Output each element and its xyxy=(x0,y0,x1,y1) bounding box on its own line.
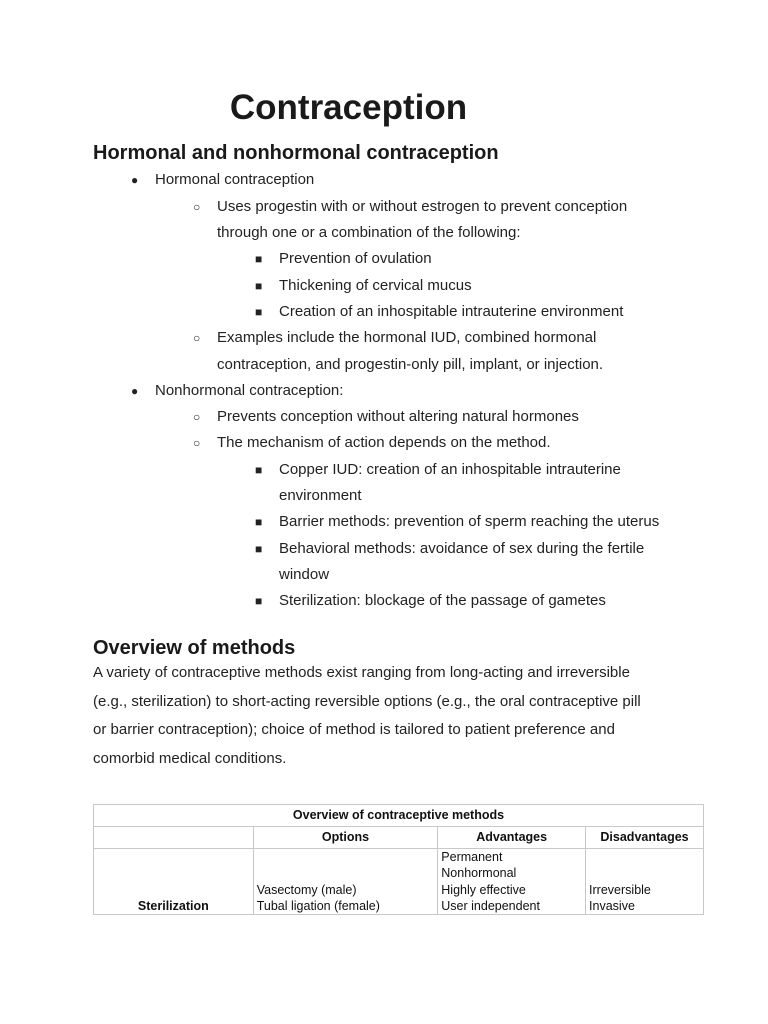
paragraph-line: (e.g., sterilization) to short-acting reversible options (e.g., the oral contraceptive pill xyxy=(93,693,641,710)
table-caption-row xyxy=(94,805,704,827)
table-header-row xyxy=(94,827,704,849)
bullet-disc-icon: ● xyxy=(131,173,139,187)
paragraph-line: A variety of contraceptive methods exist ranging from long-acting and irreversible xyxy=(93,664,630,681)
bullet-square-icon: ■ xyxy=(255,594,263,608)
list-item-copper-iud: Copper IUD: creation of an inhospitable intrauterine xyxy=(279,461,621,478)
row-label-sterilization xyxy=(94,849,254,915)
paragraph-line: comorbid medical conditions. xyxy=(93,750,287,767)
bullet-circle-icon: ○ xyxy=(193,200,201,214)
list-item-hormonal: Hormonal contraception xyxy=(155,171,315,188)
list-item-barrier: Barrier methods: prevention of sperm reaching the uterus xyxy=(279,513,660,530)
list-item-mechanism-method: The mechanism of action depends on the method. xyxy=(217,434,551,451)
list-item-ovulation: Prevention of ovulation xyxy=(279,250,432,267)
header-advantages: Advantages xyxy=(438,827,586,849)
methods-table xyxy=(93,804,704,915)
disadvantage-item: Invasive xyxy=(589,898,635,913)
list-item-intrauterine: Creation of an inhospitable intrauterine environment xyxy=(279,303,624,320)
section-heading-hormonal: Hormonal and nonhormonal contraception xyxy=(93,142,499,164)
cell-options xyxy=(253,849,438,915)
bullet-square-icon: ■ xyxy=(255,305,263,319)
bullet-square-icon: ■ xyxy=(255,252,263,266)
list-item-mechanism-cont: through one or a combination of the following: xyxy=(217,224,521,241)
advantage-item: User independent xyxy=(441,898,540,913)
paragraph-line: or barrier contraception); choice of method is tailored to patient preference and xyxy=(93,721,615,738)
header-empty xyxy=(94,827,254,849)
section-heading-overview: Overview of methods xyxy=(93,637,296,659)
bullet-square-icon: ■ xyxy=(255,279,263,293)
bullet-circle-icon: ○ xyxy=(193,331,201,345)
advantage-item: Nonhormonal xyxy=(441,866,517,881)
advantage-item: Highly effective xyxy=(441,882,526,897)
list-item-mechanism: Uses progestin with or without estrogen to prevent conception xyxy=(217,198,628,215)
bullet-circle-icon: ○ xyxy=(193,436,201,450)
list-item-behavioral-cont: window xyxy=(279,566,330,583)
header-options: Options xyxy=(253,827,438,849)
list-item-examples-cont: contraception, and progestin-only pill, implant, or injection. xyxy=(217,356,604,373)
disadvantage-item: Irreversible xyxy=(589,882,651,897)
cell-disadvantages xyxy=(586,849,704,915)
bullet-square-icon: ■ xyxy=(255,542,263,556)
advantage-item: Permanent xyxy=(441,850,503,864)
bullet-square-icon: ■ xyxy=(255,515,263,529)
header-disadvantages: Disadvantages xyxy=(586,827,704,849)
table-caption: Overview of contraceptive methods xyxy=(94,805,704,827)
list-item-mucus: Thickening of cervical mucus xyxy=(279,277,472,294)
option-item: Tubal ligation (female) xyxy=(256,898,380,913)
row-label-text: Sterilization xyxy=(137,898,209,913)
list-item-no-hormones: Prevents conception without altering natural hormones xyxy=(217,408,579,425)
list-item-sterilization: Sterilization: blockage of the passage of gametes xyxy=(279,592,606,609)
cell-advantages xyxy=(438,849,586,915)
list-item-examples: Examples include the hormonal IUD, combined hormonal xyxy=(217,329,597,346)
page-title: Contraception xyxy=(229,88,468,127)
list-item-copper-iud-cont: environment xyxy=(279,487,362,504)
bullet-disc-icon: ● xyxy=(131,384,139,398)
list-item-nonhormonal: Nonhormonal contraception: xyxy=(155,382,344,399)
table-row xyxy=(94,849,704,915)
bullet-square-icon: ■ xyxy=(255,463,263,477)
bullet-circle-icon: ○ xyxy=(193,410,201,424)
option-item: Vasectomy (male) xyxy=(256,882,357,897)
list-item-behavioral: Behavioral methods: avoidance of sex during the fertile xyxy=(279,540,645,557)
